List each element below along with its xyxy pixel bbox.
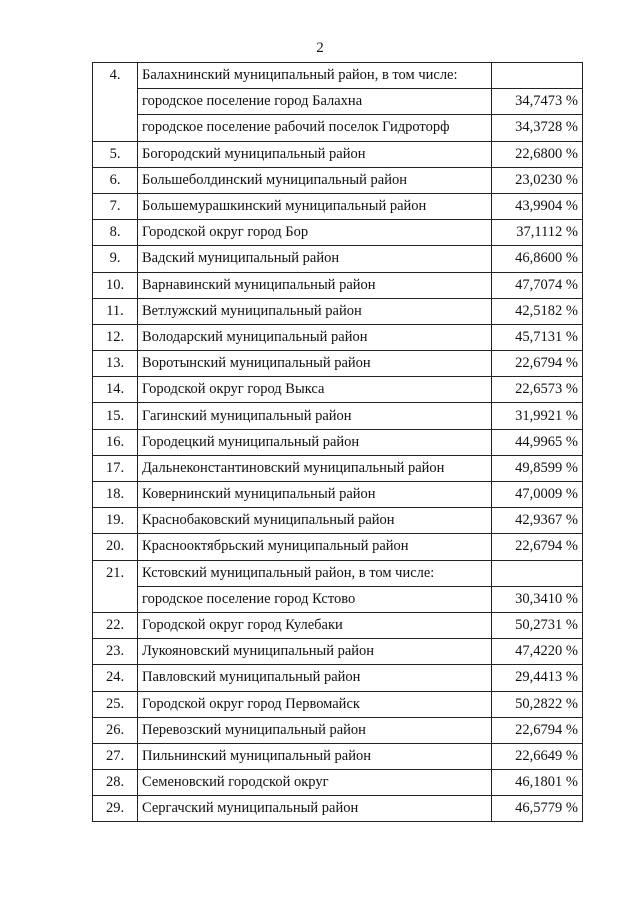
row-number: 23.	[93, 639, 138, 665]
table-row	[93, 534, 583, 560]
district-name: Павловский муниципальный район	[138, 665, 492, 691]
rate-value: 30,3410 %	[492, 586, 583, 612]
rate-value: 50,2731 %	[492, 612, 583, 638]
row-number	[93, 115, 138, 141]
table-row	[93, 63, 583, 89]
table-row	[93, 743, 583, 769]
table-row	[93, 612, 583, 638]
district-name: Большемурашкинский муниципальный район	[138, 193, 492, 219]
district-name: Городецкий муниципальный район	[138, 429, 492, 455]
table-row	[93, 482, 583, 508]
rate-value: 34,3728 %	[492, 115, 583, 141]
district-name: Лукояновский муниципальный район	[138, 639, 492, 665]
district-name: Пильнинский муниципальный район	[138, 743, 492, 769]
row-number	[93, 586, 138, 612]
district-name: Городской округ город Первомайск	[138, 691, 492, 717]
row-number: 9.	[93, 246, 138, 272]
table-row	[93, 89, 583, 115]
district-name: Городской округ город Бор	[138, 220, 492, 246]
row-number: 10.	[93, 272, 138, 298]
table-row	[93, 272, 583, 298]
table-row	[93, 639, 583, 665]
table-row	[93, 796, 583, 822]
row-number: 29.	[93, 796, 138, 822]
table-body	[93, 63, 583, 822]
district-name: Дальнеконстантиновский муниципальный район	[138, 455, 492, 481]
rate-value: 46,8600 %	[492, 246, 583, 272]
row-number: 24.	[93, 665, 138, 691]
rate-value: 22,6649 %	[492, 743, 583, 769]
row-number: 7.	[93, 193, 138, 219]
table-row	[93, 246, 583, 272]
page-number: 2	[316, 40, 324, 56]
district-name: Варнавинский муниципальный район	[138, 272, 492, 298]
row-number: 18.	[93, 482, 138, 508]
rate-value: 44,9965 %	[492, 429, 583, 455]
table-row	[93, 691, 583, 717]
row-number: 13.	[93, 351, 138, 377]
rate-value	[492, 560, 583, 586]
table-row	[93, 665, 583, 691]
table-row	[93, 193, 583, 219]
table-row	[93, 717, 583, 743]
rate-value: 31,9921 %	[492, 403, 583, 429]
row-number: 6.	[93, 167, 138, 193]
table-row	[93, 351, 583, 377]
district-name: Сергачский муниципальный район	[138, 796, 492, 822]
row-number: 21.	[93, 560, 138, 586]
table-row	[93, 586, 583, 612]
row-number: 20.	[93, 534, 138, 560]
district-name: Гагинский муниципальный район	[138, 403, 492, 429]
district-name: Перевозский муниципальный район	[138, 717, 492, 743]
rate-value: 46,5779 %	[492, 796, 583, 822]
row-number: 4.	[93, 63, 138, 89]
district-name: Краснобаковский муниципальный район	[138, 508, 492, 534]
rate-value: 37,1112 %	[492, 220, 583, 246]
table-row	[93, 770, 583, 796]
rate-value: 45,7131 %	[492, 324, 583, 350]
district-name: Балахнинский муниципальный район, в том числе:	[138, 63, 492, 89]
rate-value: 22,6800 %	[492, 141, 583, 167]
rate-value: 22,6794 %	[492, 351, 583, 377]
district-name: Ковернинский муниципальный район	[138, 482, 492, 508]
row-number: 15.	[93, 403, 138, 429]
row-number: 19.	[93, 508, 138, 534]
district-name: Кстовский муниципальный район, в том числе:	[138, 560, 492, 586]
table-row	[93, 298, 583, 324]
table-row	[93, 403, 583, 429]
rate-value: 29,4413 %	[492, 665, 583, 691]
rate-value: 22,6794 %	[492, 534, 583, 560]
district-name: городское поселение рабочий поселок Гидроторф	[138, 115, 492, 141]
table-row	[93, 455, 583, 481]
rate-value: 46,1801 %	[492, 770, 583, 796]
row-number: 17.	[93, 455, 138, 481]
rate-value: 34,7473 %	[492, 89, 583, 115]
table-row	[93, 141, 583, 167]
district-name: городское поселение город Балахна	[138, 89, 492, 115]
row-number: 8.	[93, 220, 138, 246]
rate-value	[492, 63, 583, 89]
district-name: Володарский муниципальный район	[138, 324, 492, 350]
rate-value: 22,6794 %	[492, 717, 583, 743]
district-name: Краснооктябрьский муниципальный район	[138, 534, 492, 560]
row-number: 26.	[93, 717, 138, 743]
table-row	[93, 324, 583, 350]
district-name: Большеболдинский муниципальный район	[138, 167, 492, 193]
rate-value: 49,8599 %	[492, 455, 583, 481]
rate-value: 43,9904 %	[492, 193, 583, 219]
row-number: 28.	[93, 770, 138, 796]
district-name: Городской округ город Выкса	[138, 377, 492, 403]
district-name: Ветлужский муниципальный район	[138, 298, 492, 324]
table-row	[93, 167, 583, 193]
row-number: 25.	[93, 691, 138, 717]
row-number	[93, 89, 138, 115]
rate-value: 50,2822 %	[492, 691, 583, 717]
table-row	[93, 115, 583, 141]
table-row	[93, 429, 583, 455]
row-number: 5.	[93, 141, 138, 167]
table-row	[93, 220, 583, 246]
rate-value: 47,4220 %	[492, 639, 583, 665]
rate-value: 47,0009 %	[492, 482, 583, 508]
table-row	[93, 508, 583, 534]
rate-value: 42,5182 %	[492, 298, 583, 324]
row-number: 11.	[93, 298, 138, 324]
rate-value: 22,6573 %	[492, 377, 583, 403]
rate-value: 23,0230 %	[492, 167, 583, 193]
district-rates-table	[92, 62, 583, 822]
district-name: городское поселение город Кстово	[138, 586, 492, 612]
district-name: Воротынский муниципальный район	[138, 351, 492, 377]
district-name: Вадский муниципальный район	[138, 246, 492, 272]
district-name: Городской округ город Кулебаки	[138, 612, 492, 638]
rate-value: 47,7074 %	[492, 272, 583, 298]
row-number: 27.	[93, 743, 138, 769]
row-number: 16.	[93, 429, 138, 455]
row-number: 14.	[93, 377, 138, 403]
table-row	[93, 560, 583, 586]
rate-value: 42,9367 %	[492, 508, 583, 534]
row-number: 22.	[93, 612, 138, 638]
district-name: Богородский муниципальный район	[138, 141, 492, 167]
district-name: Семеновский городской округ	[138, 770, 492, 796]
row-number: 12.	[93, 324, 138, 350]
table-row	[93, 377, 583, 403]
